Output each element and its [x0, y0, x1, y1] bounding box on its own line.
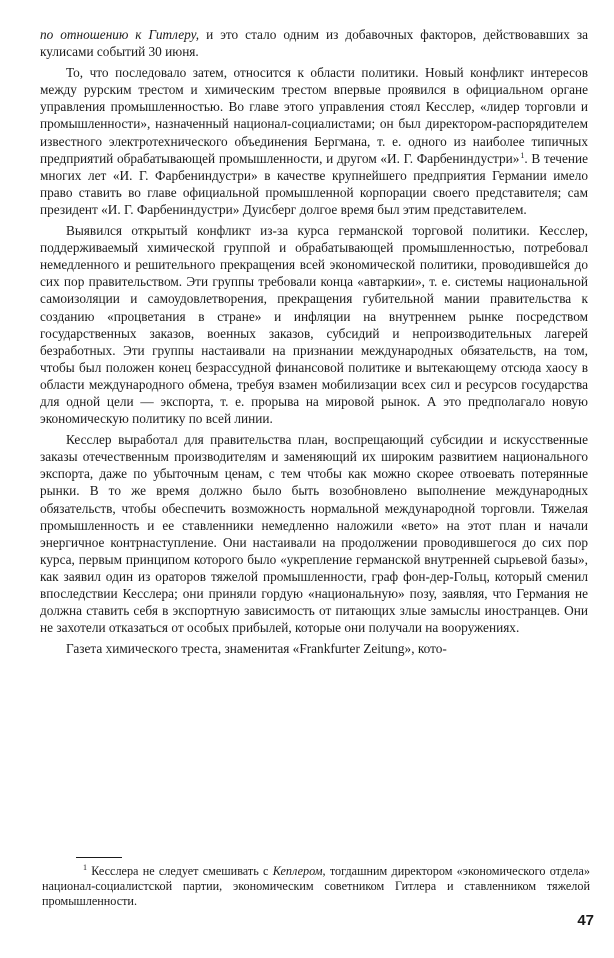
paragraph-kessler-plan: Кесслер выработал для правительства план, воспрещающий субсидии и искусственные заказы отечественным производителям и заменяющий их широким развитием национального экспорта, даже по убыточным ценам, с тем чтобы как можно скорее отвоевать потерянные рынки. В то же время должно было быть возобновлено выполнение международных обязательств, чтобы обеспечить возможность нормальной международной торговли. Тяжелая промышленность и ее ставленники немедленно наложили «вето» на этот план и начали энергичное контрнаступление. Они настаивали на продолжении проводившегося до сих пор курса, первым принципом которого было «укрепление германской внутренней сырьевой базы», как заявил один из ораторов тяжелой промышленности, граф фон-дер-Гольц, который сменил впоследствии Кесслера; они приняли гордую «национальную» позу, заявляя, что Германия не должна ставить себя в экспортную зависимость от питающих злые замыслы иностранцев. Они не захотели отказаться от особых прибылей, которые они получали на вооружениях.: [40, 432, 588, 636]
paragraph-kessler-conflict: [40, 64, 588, 218]
paragraph-text: То, что последовало затем, относится к области политики. Новый конфликт интересов между рурским трестом и химическим трестом впервые проявился в официальном органе управления промышленностью. Во главе этого управления стоял Кесслер, «лидер торговли и промышленности», назначенный национал-социалистами; он был директором-распорядителем известного электротехнического объединения Бергмана, т. е. одного из наиболее типичных предприятий обрабатывающей промышленности, и другом «И. Г. Фарбениндустри»: [40, 65, 588, 166]
footnote-divider: [76, 857, 122, 858]
footnotes: [42, 864, 590, 909]
footnote-text: тогдашним директором «экономического отдела» национал-социалистской партии, экономическим советником Гитлера и ставленником тяжелой промышленности.: [42, 864, 590, 908]
paragraph-text: и это стало одним из добавочных факторов, действовавших за кулисами событий 30 июня.: [40, 27, 588, 60]
paragraph-continuation: [40, 26, 588, 60]
paragraph-trade-policy: Выявился открытый конфликт из-за курса германской торговой политики. Кесслер, поддерживаемый химической группой и обрабатывающей промышленностью, потребовал немедленного и решительного прекращения всей экономической политики, проводившейся до сих пор правительством. Эти группы требовали конца «автаркии», т. е. системы национальной самоизоляции и самоудовлетворения, прекращения губительной мании правительства к созданию «процветания в стране» и инфляции на внутреннем рынке посредством государственных заказов, военных заказов, субсидий и непроизводительных лагерей безработных. Эти группы настаивали на признании международных обязательств, на том, чтобы был положен конец безрассудной финансовой политике и вытекающему отсюда хаосу в области международного обмена, требуя взамен мобилизации всех сил и ресурсов государства для одной цели — экспорта, т. е. прорыва на мировой рынок. А это предполагало новую экономическую политику по всей линии.: [40, 223, 588, 427]
footnote-reference[interactable]: 1: [520, 150, 525, 160]
paragraph-text: . В течение многих лет «И. Г. Фарбениндустри» в качестве крупнейшего предприятия Германии имело право ставить во главе официальной промышленной корпорации своего представителя; сам президент «И. Г. Фарбениндустри» Дуисберг долгое время был этим представителем.: [40, 150, 588, 217]
footnote-marker: 1: [83, 863, 87, 872]
footnote-1: [42, 864, 590, 909]
footnote-italic-name: Кеплером,: [272, 864, 326, 878]
footnote-text: Кесслера не следует смешивать с: [87, 864, 273, 878]
page-number: 47: [577, 912, 594, 929]
italic-phrase: по отношению к Гитлеру,: [40, 27, 200, 42]
paragraph-frankfurter-zeitung: Газета химического треста, знаменитая «Frankfurter Zeitung», кото-: [66, 641, 447, 657]
main-text: [40, 26, 588, 657]
